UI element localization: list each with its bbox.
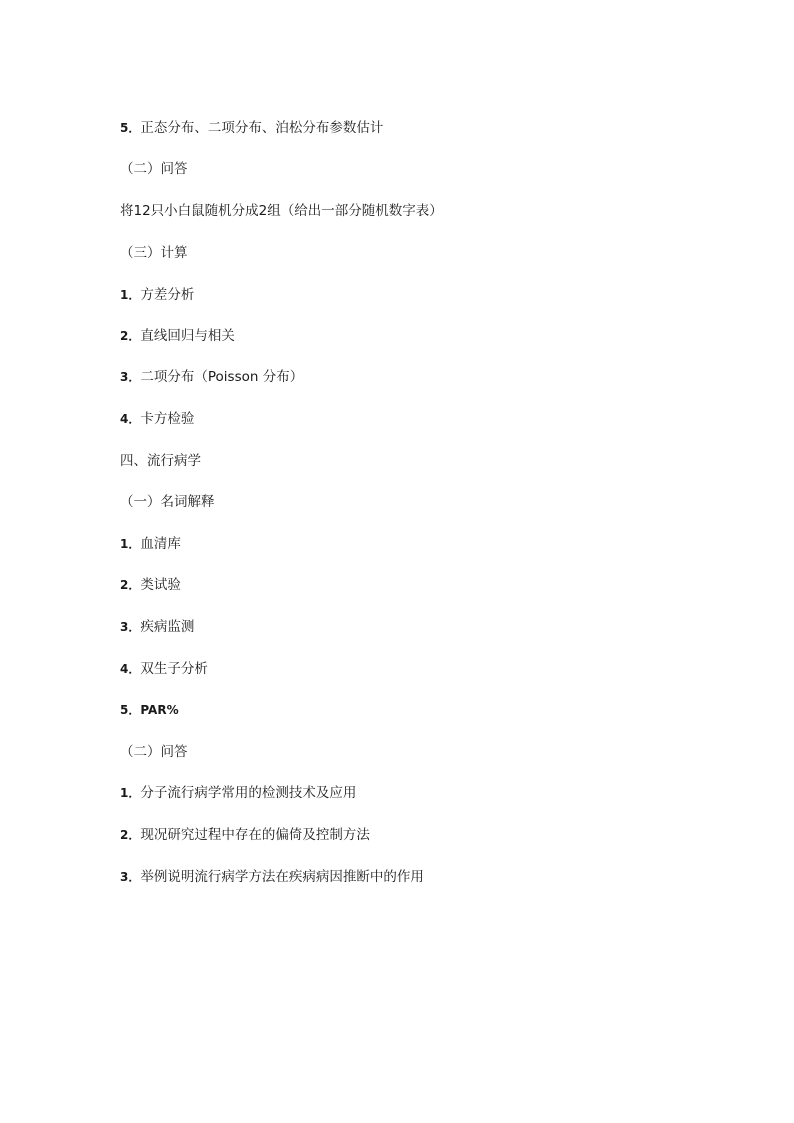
item-text: 现况研究过程中存在的偏倚及控制方法 <box>140 827 370 843</box>
list-item <box>120 783 356 803</box>
item-number: 1． <box>120 288 141 302</box>
item-text: 血清库 <box>140 536 181 552</box>
list-item <box>120 575 181 595</box>
item-text: 二项分布（Poisson 分布） <box>140 369 304 385</box>
item-number: 3． <box>120 370 141 384</box>
list-item <box>120 617 194 637</box>
list-item <box>120 534 181 554</box>
section-heading <box>120 742 188 762</box>
list-item <box>120 367 303 387</box>
item-text: 方差分析 <box>140 287 195 303</box>
section-heading <box>120 243 188 263</box>
list-item <box>120 825 370 845</box>
item-number: 5． <box>120 121 141 135</box>
item-number: 1． <box>120 786 141 800</box>
item-text: 疾病监测 <box>140 619 195 635</box>
item-text: 举例说明流行病学方法在疾病病因推断中的作用 <box>140 869 424 885</box>
list-item <box>120 326 235 346</box>
heading-text: （二）问答 <box>120 161 188 177</box>
heading-text: 四、流行病学 <box>120 453 201 469</box>
item-number: 3． <box>120 620 141 634</box>
heading-text: （一）名词解释 <box>120 494 215 510</box>
item-text: 卡方检验 <box>140 411 195 427</box>
list-item <box>120 659 208 679</box>
section-heading <box>120 451 201 471</box>
item-text: PAR% <box>140 703 179 717</box>
item-number: 3． <box>120 870 141 884</box>
item-number: 4． <box>120 662 141 676</box>
item-number: 2． <box>120 828 141 842</box>
item-text: 分子流行病学常用的检测技术及应用 <box>140 785 357 801</box>
item-text: 直线回归与相关 <box>140 328 235 344</box>
list-item <box>120 867 424 887</box>
item-text: 类试验 <box>140 577 181 593</box>
item-number: 4． <box>120 412 141 426</box>
item-text: 正态分布、二项分布、泊松分布参数估计 <box>140 120 384 136</box>
list-item <box>120 700 179 720</box>
section-heading <box>120 492 215 512</box>
list-item <box>120 285 194 305</box>
item-number: 2． <box>120 329 141 343</box>
section-heading <box>120 159 188 179</box>
list-item <box>120 118 383 138</box>
item-number: 5． <box>120 703 141 717</box>
list-item <box>120 409 194 429</box>
heading-text: （三）计算 <box>120 245 188 261</box>
item-number: 1． <box>120 537 141 551</box>
heading-text: （二）问答 <box>120 744 188 760</box>
item-number: 2． <box>120 578 141 592</box>
question-text <box>120 201 443 221</box>
paragraph-text: 将12只小白鼠随机分成2组（给出一部分随机数字表） <box>120 203 443 219</box>
item-text: 双生子分析 <box>140 661 208 677</box>
